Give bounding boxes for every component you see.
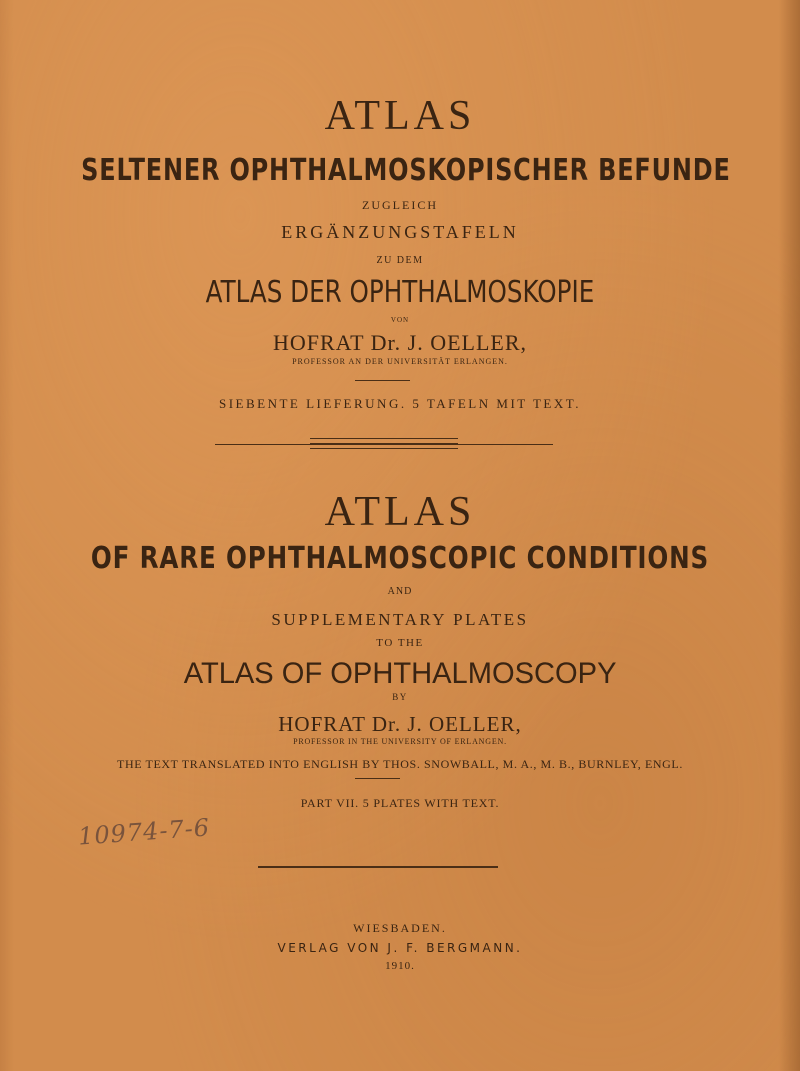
german-von: VON xyxy=(390,316,410,324)
imprint-city: WIESBADEN. xyxy=(353,921,447,935)
divider-rule-center-top xyxy=(310,438,458,439)
english-short-rule xyxy=(355,778,400,779)
english-supplementary: SUPPLEMENTARY PLATES xyxy=(271,610,529,629)
english-by: BY xyxy=(392,692,408,702)
english-main-title-text: OF RARE OPHTHALMOSCOPIC CONDITIONS xyxy=(90,541,710,576)
english-atlas-of-text: ATLAS OF OPHTHALMOSCOPY xyxy=(183,657,617,690)
english-main-title xyxy=(0,541,800,576)
german-professor: PROFESSOR AN DER UNIVERSITÄT ERLANGEN. xyxy=(292,357,508,366)
imprint-publisher: VERLAG VON J. F. BERGMANN. xyxy=(277,941,523,955)
english-translated: THE TEXT TRANSLATED INTO ENGLISH BY THOS. SNOWBALL, M. A., M. B., BURNLEY, ENGL. xyxy=(117,757,683,771)
english-and: AND xyxy=(387,586,413,597)
divider-rule-center xyxy=(310,443,458,445)
german-author: HOFRAT Dr. J. OELLER, xyxy=(272,330,528,355)
english-atlas-of xyxy=(0,659,800,689)
divider-rule-right xyxy=(458,444,553,445)
german-zugleich: ZUGLEICH xyxy=(362,198,438,212)
english-part: PART VII. 5 PLATES WITH TEXT. xyxy=(300,796,500,810)
german-atlas-heading: ATLAS xyxy=(324,93,476,139)
german-ergaenzung: ERGÄNZUNGSTAFELN xyxy=(281,222,519,242)
paper-edge-shadow xyxy=(778,0,800,1071)
divider-rule-left xyxy=(215,444,310,445)
imprint-year: 1910. xyxy=(385,960,415,972)
english-to-the: TO THE xyxy=(376,637,424,649)
english-author: HOFRAT Dr. J. OELLER, xyxy=(278,712,522,736)
imprint-rule xyxy=(258,866,498,868)
german-main-title xyxy=(0,153,800,188)
german-atlas-der-text: ATLAS DER OPHTHALMOSKOPIE xyxy=(205,275,595,310)
german-short-rule xyxy=(355,380,410,381)
english-professor: PROFESSOR IN THE UNIVERSITY OF ERLANGEN. xyxy=(293,737,507,746)
german-atlas-der-title xyxy=(0,275,800,310)
german-zu-dem: ZU DEM xyxy=(376,255,424,266)
divider-rule-center-bottom xyxy=(310,448,458,449)
german-main-title-text: SELTENER OPHTHALMOSKOPISCHER BEFUNDE xyxy=(81,153,731,188)
english-atlas-heading: ATLAS xyxy=(324,489,476,535)
german-lieferung: SIEBENTE LIEFERUNG. 5 TAFELN MIT TEXT. xyxy=(218,396,581,411)
handwritten-accession-number: 10974-7-6 xyxy=(77,813,211,851)
